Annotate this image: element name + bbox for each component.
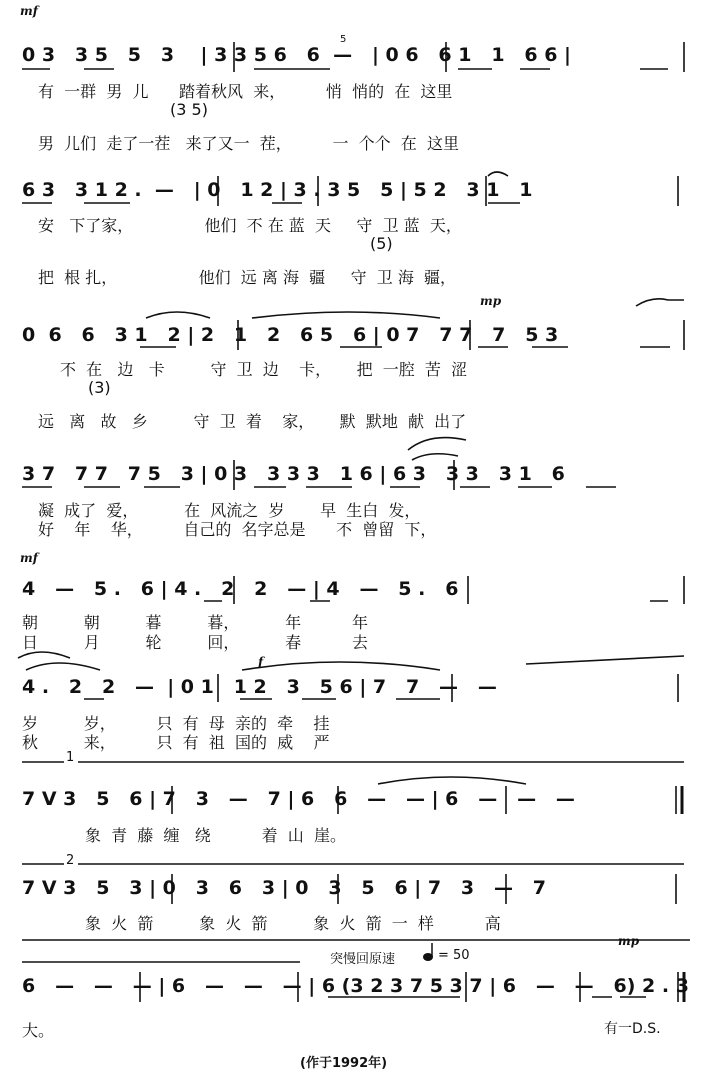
notes-row-2: 6 3 3 1 2 . — | 0 1 2 | 3 . 3 5 5 | 5 2 3 1 1 (22, 179, 533, 201)
dynamic-mark: mp (480, 294, 502, 308)
grace-note: 5 (340, 34, 347, 45)
lyric-row-2-verse-2: 把 根 扎， 他们 远 离 海 疆 守 卫 海 疆， (38, 268, 457, 287)
lyric-row-8: 象 火 箭 象 火 箭 象 火 箭 一 样 高 (85, 914, 501, 933)
lyric-row-5-verse-2: 日 月 轮 回， 春 去 (22, 633, 368, 652)
notes-row-5: 4 — 5 . 6 | 4 . 2 2 — | 4 — 5 . 6 (22, 578, 459, 600)
notes-row-6: 4 . 2 2 — | 0 1 1 2 3 5 6 | 7 7 — — (22, 676, 497, 698)
lyric-row-7: 象 青 藤 缠 绕 着 山 崖。 (85, 826, 346, 845)
lyric-row-1-verse-1: 有 一群 男 儿 踏着秋风 来， 悄 悄的 在 这里 (38, 82, 453, 101)
dynamic-mark: mf (20, 4, 38, 18)
lyric-row-3-verse-1: 不 在 边 卡 守 卫 边 卡， 把 一腔 苦 涩 (60, 360, 468, 379)
lyric-alt-notes: (3 5) (170, 100, 208, 119)
dynamic-mark: mf (20, 551, 38, 565)
lyric-row-6-verse-1: 岁 岁， 只 有 母 亲的 牵 挂 (22, 714, 330, 733)
ending-number: 2 (66, 853, 75, 868)
lyric-row-2-verse-1: 安 下了家， 他们 不 在 蓝 天 守 卫 蓝 天， (38, 216, 462, 235)
composition-date: (作于1992年) (300, 1056, 388, 1071)
tempo-text: 突慢回原速 (330, 952, 396, 967)
ending-number: 1 (66, 750, 75, 765)
lyric-row-4-verse-1: 凝 成了 爱， 在 风流之 岁 早 生白 发， (38, 501, 421, 520)
notes-row-3: 0 6 6 3 1 2 | 2 1 2 6 5 6 | 0 7 7 7 7 5 3 (22, 324, 559, 346)
lyric-row-6-verse-2: 秋 来， 只 有 祖 国的 威 严 (22, 733, 330, 752)
notes-row-1: 0 3 3 5 5 3 | 3 3 5 6 6 — | 0 6 6 1 1 6 6 | (22, 44, 571, 66)
lyric-row-5-verse-1: 朝 朝 暮 暮， 年 年 (22, 613, 368, 632)
dynamic-mark: f (258, 655, 264, 669)
lyric-row-3-verse-2: 远 离 故 乡 守 卫 着 家， 默 默地 献 出了 (38, 412, 467, 431)
notes-row-7: 7 V 3 5 6 | 7 3 — 7 | 6 6 — — | 6 — — — (22, 788, 575, 810)
tempo-value: = 50 (438, 948, 470, 963)
dynamic-mark: mp (618, 934, 640, 948)
notes-row-4: 3 7 7 7 7 5 3 | 0 3 3 3 3 1 6 | 6 3 3 3 3 1 6 (22, 463, 565, 485)
lyric-alt-notes: (5) (370, 234, 393, 253)
lyric-row-9: 大。 (22, 1021, 55, 1040)
notes-row-8: 7 V 3 5 3 | 0 3 6 3 | 0 3 5 6 | 7 3 — 7 (22, 877, 547, 899)
lyric-row-1-verse-2: 男 儿们 走了一茬 来了又一 茬， 一 个个 在 这里 (38, 134, 459, 153)
lyric-row-4-verse-2: 好 年 华， 自己的 名字总是 不 曾留 下， (38, 520, 437, 539)
notes-row-9: 6 — — — | 6 — — — | 6 (3 2 3 7 5 3 7 | 6 — — 6) 2 . 3 (22, 975, 689, 997)
da-segno-marking: 有一D.S. (604, 1021, 661, 1037)
lyric-alt-notes: (3) (88, 378, 111, 397)
